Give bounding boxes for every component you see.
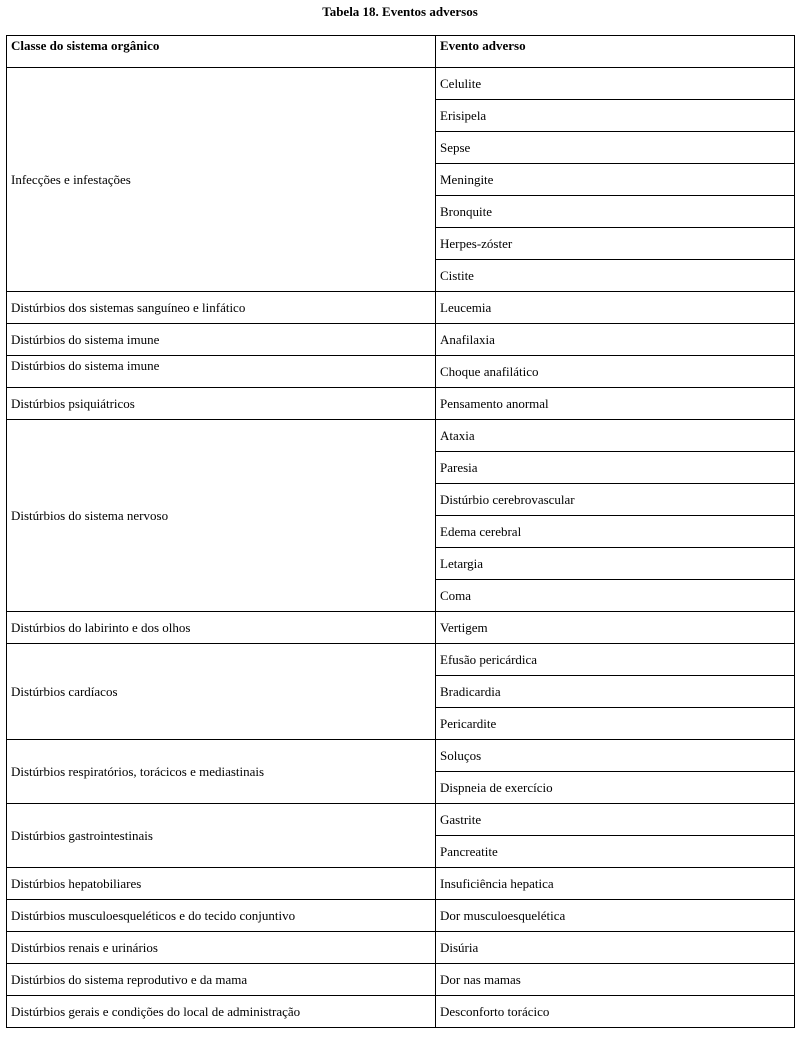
adverse-events-table	[6, 35, 795, 1028]
organ-class-cell: Infecções e infestações	[7, 68, 436, 292]
adverse-event-cell: Cistite	[436, 260, 795, 292]
adverse-event-cell: Sepse	[436, 132, 795, 164]
organ-class-cell: Distúrbios gastrointestinais	[7, 804, 436, 868]
table-row	[7, 804, 795, 836]
organ-class-cell: Distúrbios musculoesqueléticos e do tecido conjuntivo	[7, 900, 436, 932]
adverse-event-cell: Pericardite	[436, 708, 795, 740]
adverse-event-cell: Bradicardia	[436, 676, 795, 708]
organ-class-cell: Distúrbios respiratórios, torácicos e mediastinais	[7, 740, 436, 804]
adverse-event-cell: Ataxia	[436, 420, 795, 452]
adverse-event-cell: Efusão pericárdica	[436, 644, 795, 676]
adverse-event-cell: Pancreatite	[436, 836, 795, 868]
organ-class-cell: Distúrbios gerais e condições do local de administração	[7, 996, 436, 1028]
table-row	[7, 644, 795, 676]
adverse-event-cell: Dor nas mamas	[436, 964, 795, 996]
adverse-event-cell: Erisipela	[436, 100, 795, 132]
adverse-event-cell: Paresia	[436, 452, 795, 484]
adverse-event-cell: Anafilaxia	[436, 324, 795, 356]
organ-class-cell: Distúrbios dos sistemas sanguíneo e linfático	[7, 292, 436, 324]
table-row	[7, 612, 795, 644]
table-row	[7, 388, 795, 420]
adverse-event-cell: Pensamento anormal	[436, 388, 795, 420]
organ-class-cell: Distúrbios do labirinto e dos olhos	[7, 612, 436, 644]
adverse-event-cell: Disúria	[436, 932, 795, 964]
table-row	[7, 356, 795, 388]
organ-class-cell: Distúrbios do sistema reprodutivo e da mama	[7, 964, 436, 996]
table-row	[7, 932, 795, 964]
table-row	[7, 740, 795, 772]
adverse-event-cell: Celulite	[436, 68, 795, 100]
organ-class-cell: Distúrbios hepatobiliares	[7, 868, 436, 900]
organ-class-cell: Distúrbios do sistema imune	[7, 356, 436, 388]
table-row	[7, 324, 795, 356]
adverse-event-cell: Distúrbio cerebrovascular	[436, 484, 795, 516]
adverse-event-cell: Leucemia	[436, 292, 795, 324]
adverse-event-cell: Dispneia de exercício	[436, 772, 795, 804]
table-row	[7, 292, 795, 324]
table-row	[7, 900, 795, 932]
organ-class-cell: Distúrbios psiquiátricos	[7, 388, 436, 420]
table-row	[7, 68, 795, 100]
adverse-event-cell: Choque anafilático	[436, 356, 795, 388]
adverse-event-cell: Insuficiência hepatica	[436, 868, 795, 900]
table-row	[7, 868, 795, 900]
adverse-event-cell: Bronquite	[436, 196, 795, 228]
adverse-event-cell: Coma	[436, 580, 795, 612]
adverse-event-cell: Herpes-zóster	[436, 228, 795, 260]
table-caption: Tabela 18. Eventos adversos	[322, 4, 478, 19]
adverse-event-cell: Edema cerebral	[436, 516, 795, 548]
table-row	[7, 420, 795, 452]
header-event: Evento adverso	[436, 36, 795, 68]
adverse-event-cell: Soluços	[436, 740, 795, 772]
adverse-event-cell: Desconforto torácico	[436, 996, 795, 1028]
organ-class-cell: Distúrbios do sistema imune	[7, 324, 436, 356]
organ-class-cell: Distúrbios do sistema nervoso	[7, 420, 436, 612]
adverse-event-cell: Letargia	[436, 548, 795, 580]
table-row	[7, 996, 795, 1028]
organ-class-cell: Distúrbios cardíacos	[7, 644, 436, 740]
table-row	[7, 964, 795, 996]
adverse-event-cell: Gastrite	[436, 804, 795, 836]
organ-class-cell: Distúrbios renais e urinários	[7, 932, 436, 964]
table-header-row	[7, 36, 795, 68]
adverse-event-cell: Dor musculoesquelética	[436, 900, 795, 932]
adverse-event-cell: Vertigem	[436, 612, 795, 644]
header-class: Classe do sistema orgânico	[7, 36, 436, 68]
table-body	[7, 68, 795, 1028]
adverse-event-cell: Meningite	[436, 164, 795, 196]
